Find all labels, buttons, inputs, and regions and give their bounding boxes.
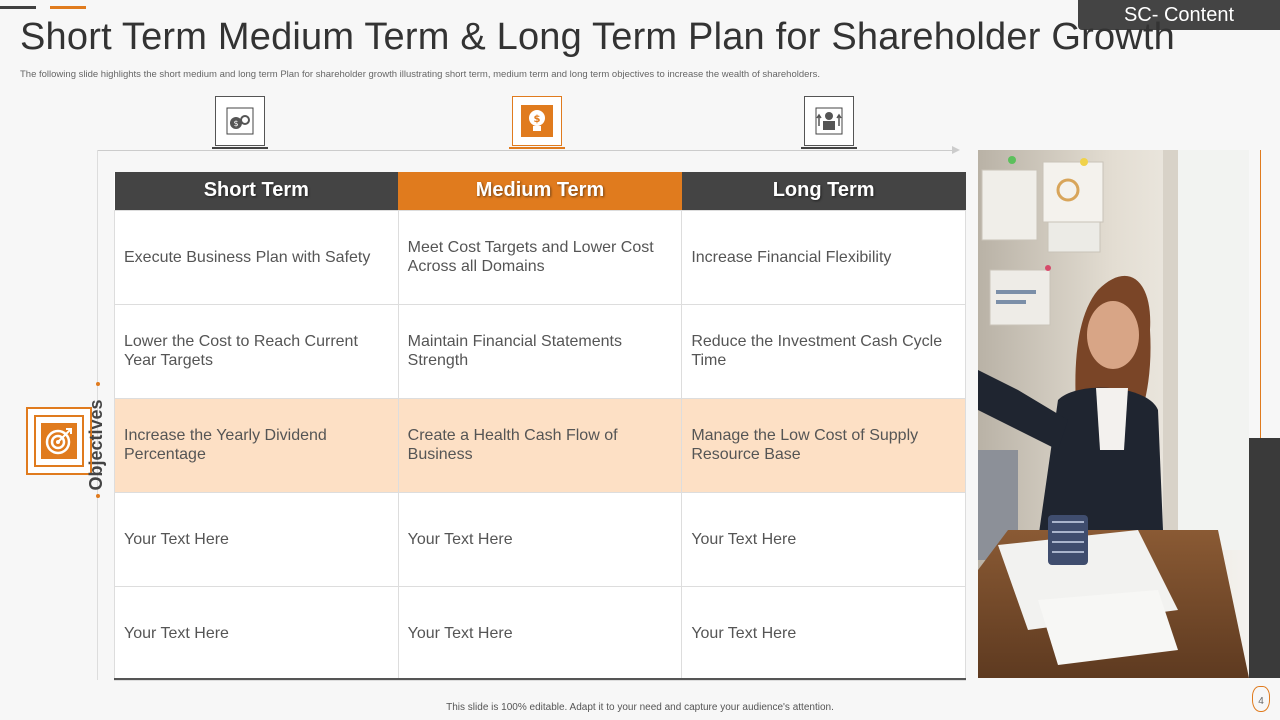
objectives-dot-top <box>96 382 100 386</box>
decorative-dark-strip <box>1249 438 1280 678</box>
top-accent-dark <box>0 6 36 9</box>
objectives-target-icon <box>26 407 92 475</box>
table-cell: Your Text Here <box>115 586 399 680</box>
table-cell: Lower the Cost to Reach Current Year Targets <box>115 304 399 398</box>
table-cell: Increase the Yearly Dividend Percentage <box>115 398 399 492</box>
header-medium-term: Medium Term <box>398 172 682 210</box>
plan-table <box>114 172 966 681</box>
page-number-badge: 4 <box>1252 686 1270 712</box>
table-cell: Manage the Low Cost of Supply Resource Base <box>682 398 966 492</box>
money-gear-icon <box>215 96 265 146</box>
table-row <box>115 210 966 304</box>
table-cell: Reduce the Investment Cash Cycle Time <box>682 304 966 398</box>
table-cell: Your Text Here <box>115 492 399 586</box>
header-short-term: Short Term <box>115 172 399 210</box>
table-row <box>115 304 966 398</box>
businesswoman-photo <box>978 150 1249 678</box>
top-accent-orange <box>50 6 86 9</box>
svg-text:$: $ <box>233 119 239 128</box>
table-cell: Your Text Here <box>398 586 682 680</box>
icon-underline-long <box>801 147 857 149</box>
header-long-term: Long Term <box>682 172 966 210</box>
icon-underline-medium <box>509 147 565 149</box>
table-cell: Execute Business Plan with Safety <box>115 210 399 304</box>
table-cell: Meet Cost Targets and Lower Cost Across all Domains <box>398 210 682 304</box>
table-bottom-border <box>114 678 966 680</box>
investor-growth-icon <box>804 96 854 146</box>
footer-note: This slide is 100% editable. Adapt it to your need and capture your audience's attention. <box>446 702 834 713</box>
table-row <box>115 492 966 586</box>
icon-underline-short <box>212 147 268 149</box>
slide-subtitle: The following slide highlights the short medium and long term Plan for shareholder growth illustrating short term, medium term and long term objectives to increase the wealth of shareholders. <box>20 69 820 80</box>
section-tag: SC- Content <box>1078 0 1280 30</box>
table-cell: Your Text Here <box>682 492 966 586</box>
table-row <box>115 586 966 680</box>
table-cell: Your Text Here <box>398 492 682 586</box>
decorative-orange-line <box>1260 150 1261 438</box>
table-row-highlighted <box>115 398 966 492</box>
table-cell: Increase Financial Flexibility <box>682 210 966 304</box>
dollar-bulb-icon <box>512 96 562 146</box>
table-cell: Maintain Financial Statements Strength <box>398 304 682 398</box>
slide-title: Short Term Medium Term & Long Term Plan for Shareholder Growth <box>20 16 1176 58</box>
objectives-dot-bottom <box>96 494 100 498</box>
table-cell: Create a Health Cash Flow of Business <box>398 398 682 492</box>
objectives-label: Objectives <box>86 399 106 491</box>
svg-text:$: $ <box>533 114 541 125</box>
table-cell: Your Text Here <box>682 586 966 680</box>
timeline-arrow-icon <box>952 146 960 154</box>
timeline-line <box>98 150 956 151</box>
